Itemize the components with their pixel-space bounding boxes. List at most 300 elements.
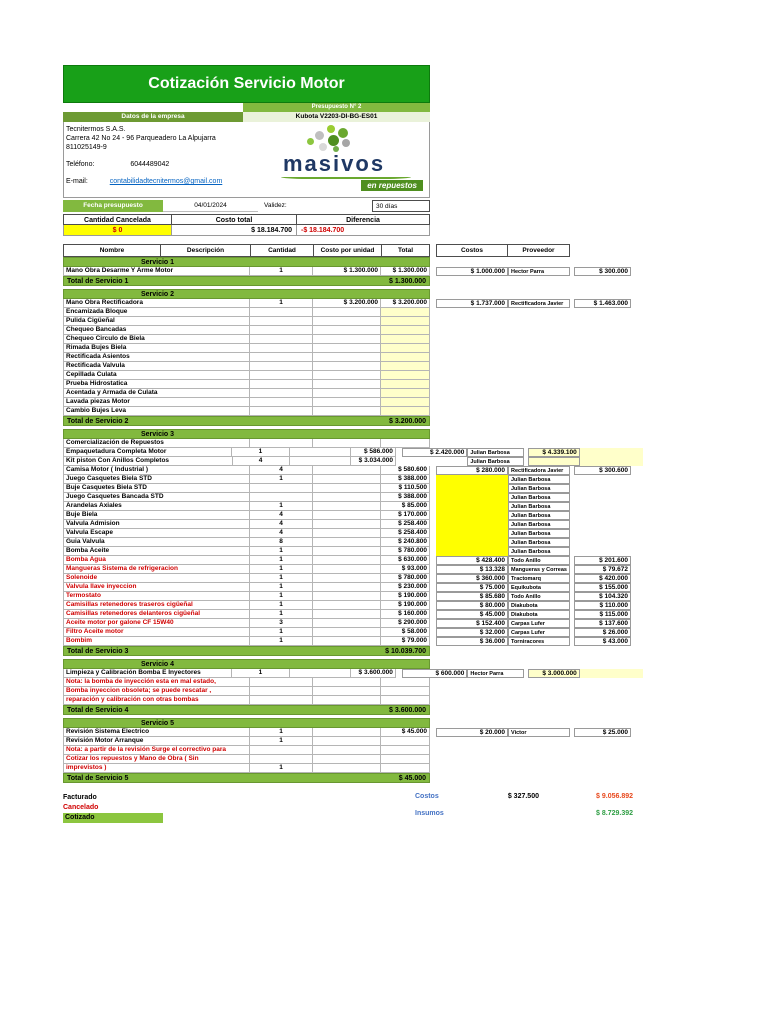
item-diff: $ 3.000.000	[528, 669, 580, 678]
item-diff: $ 79.672	[574, 565, 631, 574]
item-total	[381, 326, 430, 335]
summary-header-diferencia: Diferencia	[296, 214, 430, 225]
item-qty: 1	[250, 610, 313, 619]
item-total	[381, 764, 430, 773]
item-total: $ 258.400	[381, 520, 430, 529]
presupuesto-number: Presupuesto N° 2	[243, 103, 430, 112]
item-unit-cost	[313, 380, 381, 389]
item-qty: 1	[250, 502, 313, 511]
item-diff	[574, 529, 631, 538]
item-total	[381, 380, 430, 389]
item-total	[381, 439, 430, 448]
service-total	[63, 773, 430, 783]
item-qty	[250, 371, 313, 380]
item-unit-cost	[313, 466, 381, 475]
table-row	[63, 502, 643, 511]
item-diff	[528, 457, 580, 466]
company-address: Carrera 42 No 24 - 96 Parqueadero La Alpujarra	[66, 135, 216, 142]
service-label: Servicio 3	[140, 431, 175, 438]
item-qty	[250, 696, 313, 705]
item-name: Prueba Hidrostatica	[63, 380, 250, 389]
item-diff: $ 26.000	[574, 628, 631, 637]
item-proveedor: Julian Barbosa	[508, 547, 570, 556]
table-row	[63, 583, 643, 592]
item-costos	[436, 344, 508, 353]
service-total	[63, 416, 430, 426]
item-name: Revisión Motor Arranque	[63, 737, 250, 746]
item-costos	[436, 511, 508, 520]
table-row	[63, 529, 643, 538]
item-unit-cost	[313, 696, 381, 705]
item-diff: $ 115.000	[574, 610, 631, 619]
item-proveedor: Equikubota	[508, 583, 570, 592]
item-unit-cost	[313, 687, 381, 696]
item-diff: $ 43.000	[574, 637, 631, 646]
item-costos	[436, 335, 508, 344]
item-proveedor: Diakubota	[508, 610, 570, 619]
item-name: Bomba Agua	[63, 556, 250, 565]
table-row	[63, 728, 643, 737]
fecha-value: 04/01/2024	[163, 200, 258, 212]
item-unit-cost	[313, 520, 381, 529]
col-header-total: Total	[381, 244, 430, 257]
item-unit-cost	[313, 529, 381, 538]
service-total-value: $ 3.200.000	[389, 418, 426, 425]
table-row	[63, 511, 643, 520]
service-header	[63, 289, 430, 299]
table-row	[63, 592, 643, 601]
item-costos: $ 152.400	[436, 619, 508, 628]
item-qty	[250, 407, 313, 416]
costos-footer-label: Costos	[415, 793, 439, 800]
item-qty	[250, 493, 313, 502]
item-total	[381, 737, 430, 746]
item-qty: 1	[250, 601, 313, 610]
item-name: Nota: a partir de la revisión Surge el correctivo para	[63, 746, 250, 755]
table-row	[63, 556, 643, 565]
item-proveedor: Julian Barbosa	[467, 448, 523, 457]
masivos-logo	[271, 125, 427, 195]
item-proveedor: Carpas Lufer	[508, 619, 570, 628]
item-diff	[574, 737, 631, 746]
item-proveedor	[508, 317, 570, 326]
company-nit: 811025149-9	[66, 144, 107, 151]
item-proveedor	[508, 764, 570, 773]
item-name: Valvula llave inyeccion	[63, 583, 250, 592]
item-costos	[436, 493, 508, 502]
item-unit-cost	[313, 502, 381, 511]
item-proveedor: Hector Parra	[467, 669, 523, 678]
item-costos	[436, 371, 508, 380]
item-proveedor	[508, 335, 570, 344]
item-name: Encamizada Bloque	[63, 308, 250, 317]
table-row	[63, 493, 643, 502]
item-name: Bomba inyeccion obsoleta; se puede rescatar ,	[63, 687, 250, 696]
item-qty	[250, 380, 313, 389]
item-qty	[250, 326, 313, 335]
item-diff	[574, 308, 631, 317]
summary-header-costo-total: Costo total	[171, 214, 296, 225]
item-proveedor	[508, 308, 570, 317]
table-row	[63, 484, 643, 493]
item-proveedor: Julian Barbosa	[508, 520, 570, 529]
email-link[interactable]: contabilidadtecnitermos@gmail.com	[109, 178, 223, 185]
item-total: $ 3.600.000	[351, 669, 396, 678]
item-unit-cost	[313, 728, 381, 737]
item-qty	[250, 353, 313, 362]
item-costos: $ 1.000.000	[436, 267, 508, 276]
table-row	[63, 520, 643, 529]
service-section	[63, 718, 643, 783]
item-total: $ 388.000	[381, 475, 430, 484]
service-total-label: Total de Servicio 4	[67, 707, 129, 714]
item-diff: $ 300.000	[574, 267, 631, 276]
item-name: Cepillada Culata	[63, 371, 250, 380]
item-qty: 8	[250, 538, 313, 547]
item-name: Rectificada Asientos	[63, 353, 250, 362]
item-qty: 3	[250, 619, 313, 628]
engine-model-label: Kubota V2203-DI-BG-ES01	[243, 112, 430, 122]
item-costos: $ 280.000	[436, 466, 508, 475]
item-unit-cost	[313, 737, 381, 746]
table-row	[63, 565, 643, 574]
item-total	[381, 746, 430, 755]
item-unit-cost	[313, 362, 381, 371]
item-unit-cost	[313, 574, 381, 583]
item-diff	[574, 678, 631, 687]
item-diff	[574, 407, 631, 416]
item-diff: $ 420.000	[574, 574, 631, 583]
service-header	[63, 659, 430, 669]
item-costos: $ 360.000	[436, 574, 508, 583]
item-total: $ 3.200.000	[381, 299, 430, 308]
item-total: $ 240.800	[381, 538, 430, 547]
item-total: $ 85.000	[381, 502, 430, 511]
item-name: Bombim	[63, 637, 250, 646]
item-unit-cost	[313, 637, 381, 646]
table-row	[63, 610, 643, 619]
item-total	[381, 687, 430, 696]
item-unit-cost	[313, 565, 381, 574]
col-header-costo-unidad: Costo por unidad	[313, 244, 381, 257]
item-proveedor: Diakubota	[508, 601, 570, 610]
item-name: Valvula Escape	[63, 529, 250, 538]
item-total: $ 170.000	[381, 511, 430, 520]
item-proveedor	[508, 696, 570, 705]
item-costos	[402, 457, 467, 466]
item-proveedor	[508, 678, 570, 687]
item-name: Limpieza y Calibración Bomba E Inyectores	[63, 669, 232, 678]
item-costos	[436, 755, 508, 764]
item-total: $ 258.400	[381, 529, 430, 538]
item-unit-cost	[313, 475, 381, 484]
service-label: Servicio 2	[140, 291, 175, 298]
item-name: Juego Casquetes Bancada STD	[63, 493, 250, 502]
highlight-extension	[580, 669, 643, 678]
item-proveedor: Tractomarq	[508, 574, 570, 583]
item-proveedor: Julian Barbosa	[467, 457, 523, 466]
item-costos	[436, 484, 508, 493]
item-total	[381, 407, 430, 416]
item-name: Mano Obra Desarme Y Arme Motor	[63, 267, 250, 276]
item-costos	[436, 380, 508, 389]
item-total	[381, 398, 430, 407]
item-costos	[436, 502, 508, 511]
item-unit-cost	[313, 407, 381, 416]
costos-footer-value: $ 327.500	[507, 793, 539, 800]
item-unit-cost	[313, 439, 381, 448]
col-header-descripcion: Descripción	[160, 244, 250, 257]
item-total: $ 388.000	[381, 493, 430, 502]
item-unit-cost	[290, 448, 352, 457]
item-costos	[436, 529, 508, 538]
service-total-value: $ 3.600.000	[389, 707, 426, 714]
item-qty: 1	[250, 565, 313, 574]
item-proveedor	[508, 439, 570, 448]
item-proveedor	[508, 353, 570, 362]
table-row	[63, 764, 643, 773]
table-row	[63, 326, 643, 335]
service-section	[63, 659, 643, 715]
table-row	[63, 457, 643, 466]
item-proveedor: Rectificadora Javier	[508, 466, 570, 475]
item-unit-cost	[313, 746, 381, 755]
table-row	[63, 475, 643, 484]
item-name: Chequeo Circulo de Biela	[63, 335, 250, 344]
item-proveedor	[508, 687, 570, 696]
item-qty	[250, 335, 313, 344]
item-name: imprevistos )	[63, 764, 250, 773]
table-row	[63, 398, 643, 407]
item-qty	[250, 308, 313, 317]
item-costos	[436, 547, 508, 556]
item-name: Acentada y Armada de Culata	[63, 389, 250, 398]
item-name: Aceite motor por galone CF 15W40	[63, 619, 250, 628]
item-total: $ 290.000	[381, 619, 430, 628]
table-row	[63, 407, 643, 416]
item-unit-cost	[313, 628, 381, 637]
fecha-label: Fecha presupuesto	[63, 200, 163, 212]
item-qty: 1	[250, 637, 313, 646]
item-costos	[436, 308, 508, 317]
item-proveedor: Hector Parra	[508, 267, 570, 276]
item-diff	[574, 687, 631, 696]
status-legend	[63, 793, 243, 823]
table-row	[63, 353, 643, 362]
item-qty	[250, 317, 313, 326]
footer-total-red: $ 9.056.892	[596, 793, 633, 800]
table-row	[63, 696, 643, 705]
item-name: Rectificada Valvula	[63, 362, 250, 371]
table-row	[63, 448, 643, 457]
item-total: $ 1.300.000	[381, 267, 430, 276]
summary-diferencia-value: -$ 18.184.700	[296, 225, 430, 236]
item-unit-cost: $ 1.300.000	[313, 267, 381, 276]
item-name: Bomba Aceite	[63, 547, 250, 556]
item-proveedor: Julian Barbosa	[508, 502, 570, 511]
item-total: $ 3.034.000	[351, 457, 396, 466]
item-qty: 1	[250, 475, 313, 484]
service-total	[63, 646, 430, 656]
item-name: Cambio Bujes Leva	[63, 407, 250, 416]
item-qty: 1	[232, 448, 289, 457]
item-unit-cost	[313, 335, 381, 344]
item-costos: $ 428.400	[436, 556, 508, 565]
item-qty: 1	[250, 547, 313, 556]
service-section	[63, 257, 643, 286]
summary-table	[63, 214, 430, 236]
col-header-nombre: Nombre	[63, 244, 160, 257]
item-proveedor: Todo Anillo	[508, 556, 570, 565]
item-qty	[250, 755, 313, 764]
item-diff: $ 201.600	[574, 556, 631, 565]
item-unit-cost	[290, 457, 352, 466]
item-costos	[436, 687, 508, 696]
item-total	[381, 335, 430, 344]
table-row	[63, 335, 643, 344]
item-qty: 1	[250, 267, 313, 276]
service-label: Servicio 5	[140, 720, 175, 727]
item-unit-cost	[313, 601, 381, 610]
item-proveedor	[508, 371, 570, 380]
item-name: Lavada piezas Motor	[63, 398, 250, 407]
item-diff	[574, 389, 631, 398]
table-row	[63, 466, 643, 475]
item-total	[381, 755, 430, 764]
logo-dots-icon	[305, 125, 375, 153]
item-unit-cost	[313, 353, 381, 362]
table-row	[63, 678, 643, 687]
service-total-label: Total de Servicio 3	[67, 648, 129, 655]
table-row	[63, 669, 643, 678]
item-costos	[436, 696, 508, 705]
item-unit-cost	[313, 389, 381, 398]
item-qty	[250, 439, 313, 448]
item-total	[381, 371, 430, 380]
item-name: Revisión Sistema Electrico	[63, 728, 250, 737]
item-diff	[574, 746, 631, 755]
item-unit-cost	[313, 511, 381, 520]
legend-cotizado: Cotizado	[63, 813, 163, 823]
item-name: reparación y calibración con otras bombas	[63, 696, 250, 705]
item-costos: $ 80.000	[436, 601, 508, 610]
table-row	[63, 755, 643, 764]
item-proveedor	[508, 326, 570, 335]
item-costos	[436, 407, 508, 416]
item-diff	[574, 538, 631, 547]
item-proveedor: Victor	[508, 728, 570, 737]
item-proveedor	[508, 746, 570, 755]
item-unit-cost	[313, 583, 381, 592]
item-proveedor	[508, 344, 570, 353]
highlight-extension	[580, 457, 643, 466]
item-unit-cost	[290, 669, 352, 678]
item-qty: 1	[250, 764, 313, 773]
item-proveedor	[508, 398, 570, 407]
item-name: Arandelas Axiales	[63, 502, 250, 511]
item-unit-cost	[313, 493, 381, 502]
item-costos	[436, 475, 508, 484]
item-qty: 4	[250, 520, 313, 529]
item-costos: $ 2.420.000	[402, 448, 467, 457]
service-total-value: $ 45.000	[398, 775, 426, 782]
service-section	[63, 289, 643, 426]
service-label: Servicio 4	[140, 661, 175, 668]
item-diff: $ 110.000	[574, 601, 631, 610]
item-name: Comercialización de Repuestos	[63, 439, 250, 448]
item-diff: $ 4.339.100	[528, 448, 580, 457]
col-header-proveedor: Proveedor	[508, 244, 570, 257]
logo-swoosh	[281, 175, 411, 179]
item-diff	[574, 547, 631, 556]
table-row	[63, 380, 643, 389]
item-unit-cost	[313, 308, 381, 317]
logo-tagline: en repuestos	[361, 180, 423, 191]
item-unit-cost	[313, 398, 381, 407]
item-qty: 1	[250, 592, 313, 601]
item-diff	[574, 493, 631, 502]
item-proveedor: Julian Barbosa	[508, 538, 570, 547]
item-diff: $ 155.000	[574, 583, 631, 592]
item-proveedor: Julian Barbosa	[508, 484, 570, 493]
item-qty: 1	[250, 737, 313, 746]
item-total: $ 190.000	[381, 592, 430, 601]
item-diff	[574, 696, 631, 705]
item-name: Chequeo Bancadas	[63, 326, 250, 335]
item-qty: 4	[250, 466, 313, 475]
item-costos: $ 36.000	[436, 637, 508, 646]
item-costos: $ 45.000	[436, 610, 508, 619]
item-costos: $ 600.000	[402, 669, 467, 678]
item-name: Kit piston Con Anillos Completos	[63, 457, 233, 466]
item-total	[381, 678, 430, 687]
item-costos	[436, 317, 508, 326]
item-name: Nota: la bomba de inyección esta en mal estado,	[63, 678, 250, 687]
item-costos	[436, 746, 508, 755]
service-total-label: Total de Servicio 5	[67, 775, 129, 782]
item-total: $ 780.000	[381, 574, 430, 583]
item-proveedor: Julian Barbosa	[508, 529, 570, 538]
item-diff	[574, 380, 631, 389]
item-diff	[574, 353, 631, 362]
item-name: Valvula Admision	[63, 520, 250, 529]
table-row	[63, 574, 643, 583]
item-total: $ 586.000	[351, 448, 396, 457]
item-qty: 4	[250, 529, 313, 538]
table-row	[63, 439, 643, 448]
item-costos	[436, 362, 508, 371]
item-total: $ 160.000	[381, 610, 430, 619]
item-qty	[250, 746, 313, 755]
table-row	[63, 687, 643, 696]
item-qty	[250, 484, 313, 493]
phone-value: 6044489042	[130, 161, 170, 168]
item-diff	[574, 335, 631, 344]
table-row	[63, 267, 643, 276]
item-proveedor	[508, 362, 570, 371]
item-qty: 1	[250, 299, 313, 308]
item-diff	[574, 398, 631, 407]
item-costos: $ 75.000	[436, 583, 508, 592]
item-total	[381, 389, 430, 398]
phone-label: Teléfono:	[66, 161, 95, 168]
item-proveedor: Torniracores	[508, 637, 570, 646]
item-proveedor: Carpas Lufer	[508, 628, 570, 637]
company-name: Tecnitermos S.A.S.	[66, 126, 126, 133]
service-label: Servicio 1	[140, 259, 175, 266]
item-diff	[574, 511, 631, 520]
item-total: $ 45.000	[381, 728, 430, 737]
